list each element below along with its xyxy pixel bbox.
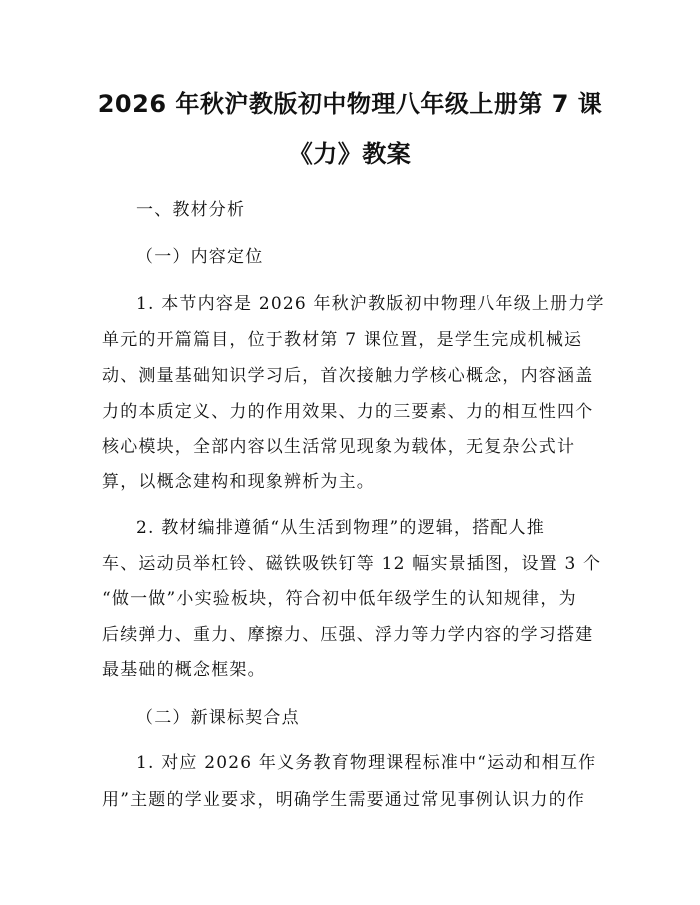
paragraph-line: 最基础的概念框架。 (102, 660, 266, 680)
paragraph-line: 1. 本节内容是 2026 年秋沪教版初中物理八年级上册力学 (136, 294, 605, 314)
heading-teaching-material-analysis: 一、教材分析 (136, 200, 246, 220)
paragraph-line: 2. 教材编排遵循“从生活到物理”的逻辑，搭配人推 (136, 518, 546, 538)
document-title-line-1: 2026 年秋沪教版初中物理八年级上册第 7 课 (97, 90, 603, 118)
paragraph-line: 1. 对应 2026 年义务教育物理课程标准中“运动和相互作 (136, 753, 597, 773)
paragraph-line: 力的本质定义、力的作用效果、力的三要素、力的相互性四个 (102, 402, 594, 422)
paragraph-line: 核心模块，全部内容以生活常见现象为载体，无复杂公式计 (102, 437, 576, 457)
subheading-curriculum-standard-fit: （二）新课标契合点 (136, 708, 300, 728)
paragraph-line: 动、测量基础知识学习后，首次接触力学核心概念，内容涵盖 (102, 366, 594, 386)
paragraph-line: 单元的开篇篇目，位于教材第 7 课位置，是学生完成机械运 (102, 330, 583, 350)
paragraph-line: 车、运动员举杠铃、磁铁吸铁钉等 12 幅实景插图，设置 3 个 (102, 554, 602, 574)
paragraph-line: “做一做”小实验板块，符合初中低年级学生的认知规律，为 (102, 589, 577, 609)
paragraph-line: 后续弹力、重力、摩擦力、压强、浮力等力学内容的学习搭建 (102, 625, 594, 645)
document-title-line-2: 《力》教案 (288, 140, 412, 168)
subheading-content-positioning: （一）内容定位 (136, 247, 264, 267)
paragraph-line: 算，以概念建构和现象辨析为主。 (102, 472, 375, 492)
paragraph-line: 用”主题的学业要求，明确学生需要通过常见事例认识力的作 (102, 790, 586, 810)
